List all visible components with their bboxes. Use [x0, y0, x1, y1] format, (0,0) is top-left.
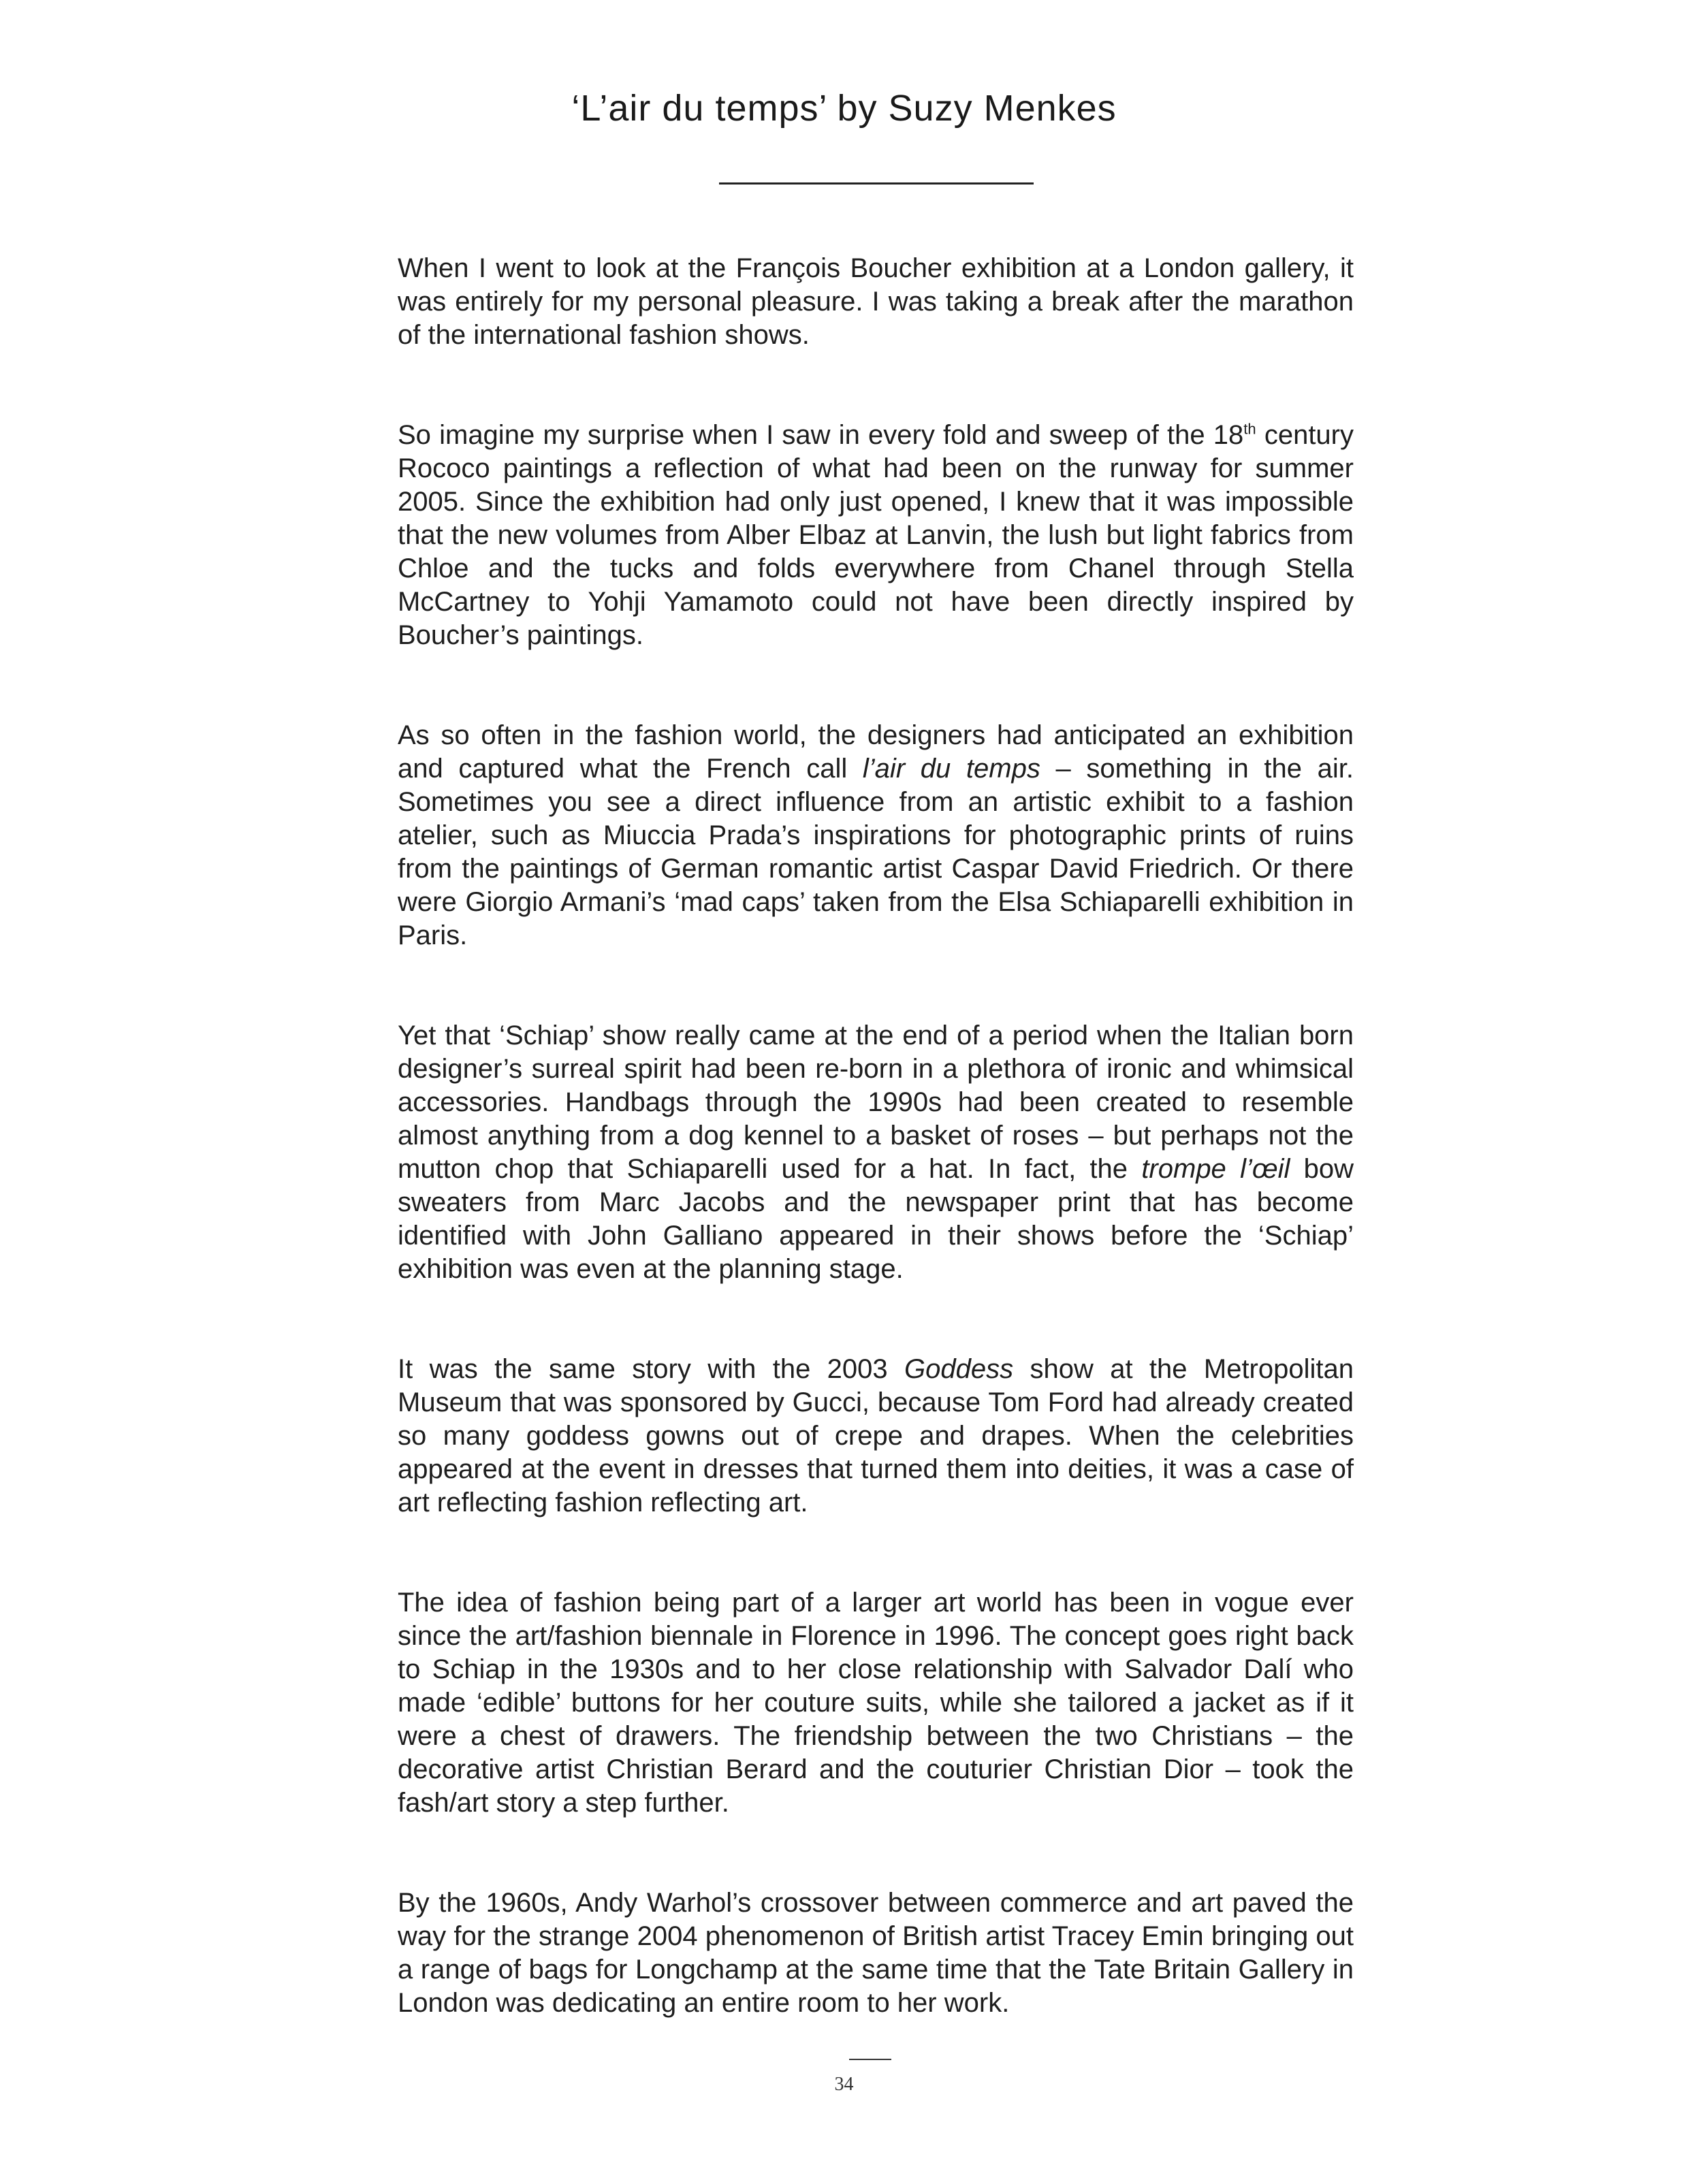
paragraph-3-segment: – something in the air. Sometimes you see a direct influence from an artistic exhibit to a fashion atelier, such as Miuccia Prada’s inspirations for photographic prints of ruins from the paintings of German romantic artist Caspar David Friedrich. Or there were Giorgio Armani’s ‘mad caps’ taken from the Elsa Schiaparelli exhibition in Paris.	[398, 754, 1354, 950]
paragraph-5-segment: Goddess	[904, 1354, 1014, 1384]
paragraph-5-segment: show at the Metropolitan Museum that was sponsored by Gucci, because Tom Ford had already created so many goddess gowns out of crepe and drapes. When the celebrities appeared at the event in dresses that turned them into deities, it was a case of art reflecting fashion reflecting art.	[398, 1354, 1354, 1517]
paragraph-7-segment: By the 1960s, Andy Warhol’s crossover between commerce and art paved the way for the strange 2004 phenomenon of British artist Tracey Emin bringing out a range of bags for Longchamp at the same time that the Tate Britain Gallery in London was dedicating an entire room to her work.	[398, 1888, 1354, 2018]
paragraph-2-segment: So imagine my surprise when I saw in every fold and sweep of the 18	[398, 420, 1244, 450]
title-underline	[719, 182, 1034, 184]
paragraph-3	[398, 719, 1354, 952]
paragraph-6	[398, 1586, 1354, 1820]
paragraph-1-segment: When I went to look at the François Boucher exhibition at a London gallery, it was entirely for my personal pleasure. I was taking a break after the marathon of the international fashion shows.	[398, 253, 1354, 350]
paragraph-6-segment: The idea of fashion being part of a larger art world has been in vogue ever since the art/fashion biennale in Florence in 1996. The concept goes right back to Schiap in the 1930s and to her close relationship with Salvador Dalí who made ‘edible’ buttons for her couture suits, while she tailored a jacket as if it were a chest of drawers. The friendship between the two Christians – the decorative artist Christian Berard and the couturier Christian Dior – took the fash/art story a step further.	[398, 1588, 1354, 1818]
paragraph-3-segment: l’air du temps	[862, 754, 1040, 784]
paragraph-5	[398, 1353, 1354, 1520]
paragraph-2-segment: th	[1243, 420, 1256, 438]
paragraph-2	[398, 419, 1354, 652]
page-number: 34	[834, 2074, 854, 2095]
article-body	[398, 252, 1354, 2087]
paragraph-4	[398, 1019, 1354, 1286]
paragraph-1	[398, 252, 1354, 352]
paragraph-5-segment: It was the same story with the 2003	[398, 1354, 905, 1384]
paragraph-2-segment: century Rococo paintings a reflection of what had been on the runway for summer 2005. Since the exhibition had only just opened, I knew that it was impossible that the new volumes from Alber Elbaz at Lanvin, the lush but light fabrics from Chloe and the tucks and folds everywhere from Chanel through Stella McCartney to Yohji Yamamoto could not have been directly inspired by Boucher’s paintings.	[398, 420, 1354, 650]
paragraph-4-segment: trompe l’œil	[1141, 1154, 1290, 1184]
paragraph-4-segment: bow sweaters from Marc Jacobs and the newspaper print that has become identified with John Galliano appeared in their shows before the ‘Schiap’ exhibition was even at the planning stage.	[398, 1154, 1354, 1284]
footer-rule	[849, 2059, 891, 2060]
paragraph-7	[398, 1886, 1354, 2020]
page-title: ‘L’air du temps’ by Suzy Menkes	[571, 88, 1117, 129]
paragraph-3-segment: As so often in the fashion world, the designers had anticipated an exhibition and captured what the French call	[398, 720, 1354, 784]
paragraph-4-segment: Yet that ‘Schiap’ show really came at the end of a period when the Italian born designer’s surreal spirit had been re-born in a plethora of ironic and whimsical accessories. Handbags through the 1990s had been created to resemble almost anything from a dog kennel to a basket of roses – but perhaps not the mutton chop that Schiaparelli used for a hat. In fact, the	[398, 1021, 1354, 1184]
